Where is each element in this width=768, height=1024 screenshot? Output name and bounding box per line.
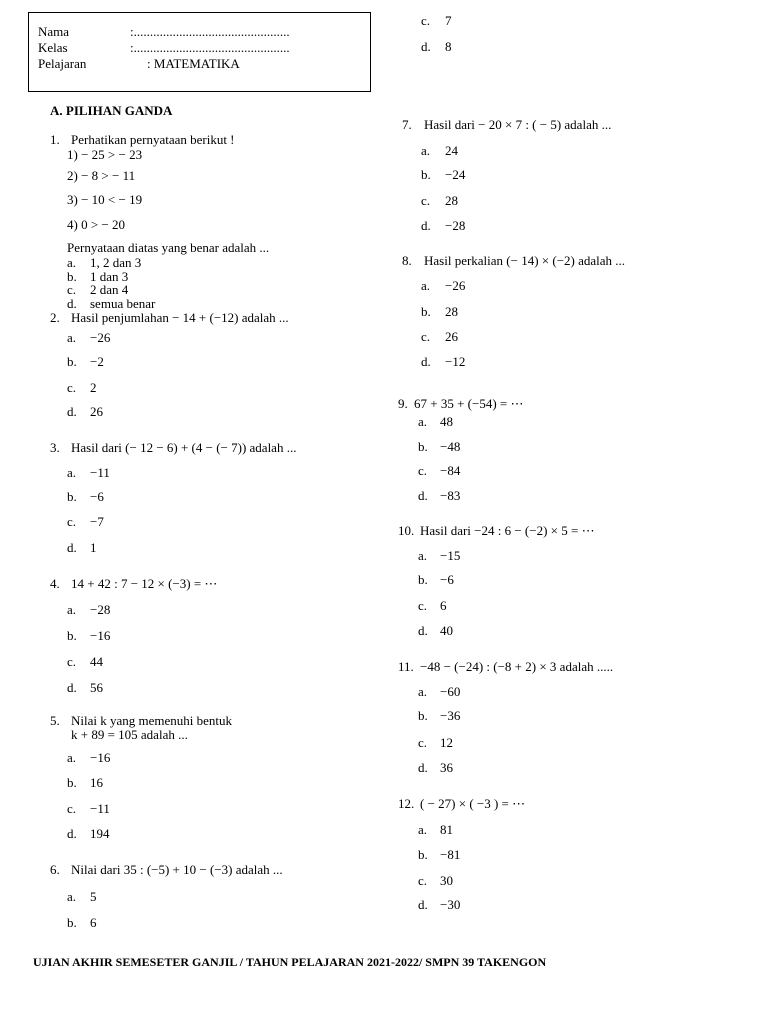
q12-option-d-text: −30	[440, 897, 461, 912]
q3-option-c-text: −7	[90, 514, 104, 529]
q9-number: 9.	[398, 396, 408, 411]
q8-option-c-letter: c.	[421, 329, 431, 344]
q6-option-a-letter: a.	[67, 889, 77, 904]
q11-option-a-letter: a.	[418, 684, 428, 699]
q6-option-d-letter: d.	[421, 39, 431, 54]
q4-option-d-text: 56	[90, 680, 103, 695]
q2-option-d-text: 26	[90, 404, 103, 419]
q3-option-b-letter: b.	[67, 489, 77, 504]
q3-option-a-letter: a.	[67, 465, 77, 480]
q8-option-a-text: −26	[445, 278, 466, 293]
q8-option-d-letter: d.	[421, 354, 431, 369]
label-pelajaran: Pelajaran	[38, 56, 87, 71]
q6-option-d-text: 8	[445, 39, 452, 54]
q1-statement-2: 2) − 8 > − 11	[67, 168, 136, 183]
q5-number: 5.	[50, 713, 60, 728]
q1-option-a-text: 1, 2 dan 3	[90, 255, 142, 270]
q6-text: Nilai dari 35 : (−5) + 10 − (−3) adalah ...	[71, 862, 283, 877]
q2-number: 2.	[50, 310, 60, 325]
q7-option-a-text: 24	[445, 143, 458, 158]
q12-option-b-letter: b.	[418, 847, 428, 862]
q11-option-a-text: −60	[440, 684, 461, 699]
q6-option-c-letter: c.	[421, 13, 431, 28]
q4-option-c-letter: c.	[67, 654, 77, 669]
q8-option-b-text: 28	[445, 304, 458, 319]
q8-option-a-letter: a.	[421, 278, 431, 293]
q2-option-c-letter: c.	[67, 380, 77, 395]
q9-option-d-text: −83	[440, 488, 461, 503]
q8-text: Hasil perkalian (− 14) × (−2) adalah ...	[424, 253, 626, 268]
q5-option-a-letter: a.	[67, 750, 77, 765]
q8-option-b-letter: b.	[421, 304, 431, 319]
q10-option-d-text: 40	[440, 623, 453, 638]
q8-option-d-text: −12	[445, 354, 466, 369]
value-pelajaran: : MATEMATIKA	[147, 56, 240, 71]
q3-option-b-text: −6	[90, 489, 104, 504]
q11-text: −48 − (−24) : (−8 + 2) × 3 adalah .....	[420, 659, 614, 674]
q12-option-a-letter: a.	[418, 822, 428, 837]
q9-text: 67 + 35 + (−54) = ⋯	[414, 396, 524, 411]
q1-option-d-letter: d.	[67, 296, 77, 311]
q11-option-c-text: 12	[440, 735, 453, 750]
q1-option-d-text: semua benar	[90, 296, 156, 311]
q7-option-b-text: −24	[445, 167, 466, 182]
q5-option-d-text: 194	[90, 826, 110, 841]
q2-text: Hasil penjumlahan − 14 + (−12) adalah ...	[71, 310, 289, 325]
q5-option-c-text: −11	[90, 801, 110, 816]
q1-prompt: Pernyataan diatas yang benar adalah ...	[67, 240, 270, 255]
q1-option-c-letter: c.	[67, 282, 77, 297]
q3-option-d-letter: d.	[67, 540, 77, 555]
q7-option-b-letter: b.	[421, 167, 431, 182]
q1-option-b-letter: b.	[67, 269, 77, 284]
q3-text: Hasil dari (− 12 − 6) + (4 − (− 7)) adalah ...	[71, 440, 297, 455]
q4-number: 4.	[50, 576, 60, 591]
q2-option-b-letter: b.	[67, 354, 77, 369]
q7-option-d-letter: d.	[421, 218, 431, 233]
q4-option-a-letter: a.	[67, 602, 77, 617]
q2-option-a-letter: a.	[67, 330, 77, 345]
q11-option-b-text: −36	[440, 708, 461, 723]
q6-number: 6.	[50, 862, 60, 877]
label-kelas: Kelas	[38, 40, 68, 55]
q10-option-c-text: 6	[440, 598, 447, 613]
q2-option-a-text: −26	[90, 330, 111, 345]
q1-text: Perhatikan pernyataan berikut !	[71, 132, 235, 147]
q7-option-a-letter: a.	[421, 143, 431, 158]
q11-option-c-letter: c.	[418, 735, 428, 750]
q3-number: 3.	[50, 440, 60, 455]
value-kelas: :................................................	[130, 40, 290, 55]
q8-option-c-text: 26	[445, 329, 458, 344]
q10-number: 10.	[398, 523, 415, 538]
q11-option-d-letter: d.	[418, 760, 428, 775]
q5-option-b-text: 16	[90, 775, 103, 790]
q12-option-c-text: 30	[440, 873, 453, 888]
q4-option-a-text: −28	[90, 602, 111, 617]
q1-statement-1: 1) − 25 > − 23	[67, 147, 143, 162]
q10-text: Hasil dari −24 : 6 − (−2) × 5 = ⋯	[420, 523, 595, 538]
q7-text: Hasil dari − 20 × 7 : ( − 5) adalah ...	[424, 117, 612, 132]
q9-option-c-text: −84	[440, 463, 461, 478]
q6-option-b-letter: b.	[67, 915, 77, 930]
q9-option-b-text: −48	[440, 439, 461, 454]
q1-statement-4: 4) 0 > − 20	[67, 217, 125, 232]
q12-option-c-letter: c.	[418, 873, 428, 888]
q11-option-b-letter: b.	[418, 708, 428, 723]
q12-option-d-letter: d.	[418, 897, 428, 912]
section-title: A. PILIHAN GANDA	[50, 103, 173, 118]
page-footer: UJIAN AKHIR SEMESETER GANJIL / TAHUN PELAJARAN 2021-2022/ SMPN 39 TAKENGON	[33, 955, 547, 969]
q7-option-c-letter: c.	[421, 193, 431, 208]
q4-option-d-letter: d.	[67, 680, 77, 695]
q7-option-c-text: 28	[445, 193, 458, 208]
q9-option-b-letter: b.	[418, 439, 428, 454]
q1-option-a-letter: a.	[67, 255, 77, 270]
q5-option-d-letter: d.	[67, 826, 77, 841]
q3-option-a-text: −11	[90, 465, 110, 480]
q1-number: 1.	[50, 132, 60, 147]
q2-option-b-text: −2	[90, 354, 104, 369]
q10-option-b-text: −6	[440, 572, 454, 587]
q10-option-a-letter: a.	[418, 548, 428, 563]
q10-option-b-letter: b.	[418, 572, 428, 587]
q7-number: 7.	[402, 117, 412, 132]
q1-option-c-text: 2 dan 4	[90, 282, 129, 297]
q4-option-b-letter: b.	[67, 628, 77, 643]
q1-option-b-text: 1 dan 3	[90, 269, 129, 284]
q5-option-a-text: −16	[90, 750, 111, 765]
q4-text: 14 + 42 : 7 − 12 × (−3) = ⋯	[71, 576, 218, 591]
q4-option-c-text: 44	[90, 654, 103, 669]
q12-number: 12.	[398, 796, 415, 811]
q12-option-b-text: −81	[440, 847, 461, 862]
q11-number: 11.	[398, 659, 414, 674]
q12-option-a-text: 81	[440, 822, 453, 837]
q9-option-a-letter: a.	[418, 414, 428, 429]
q5-option-c-letter: c.	[67, 801, 77, 816]
q6-option-b-text: 6	[90, 915, 97, 930]
q1-statement-3: 3) − 10 < − 19	[67, 192, 143, 207]
q5-text: Nilai k yang memenuhi bentuk	[71, 713, 233, 728]
q2-option-c-text: 2	[90, 380, 97, 395]
label-nama: Nama	[38, 24, 70, 39]
q5-option-b-letter: b.	[67, 775, 77, 790]
q9-option-c-letter: c.	[418, 463, 428, 478]
q10-option-c-letter: c.	[418, 598, 428, 613]
q6-option-c-text: 7	[445, 13, 452, 28]
q9-option-d-letter: d.	[418, 488, 428, 503]
q3-option-c-letter: c.	[67, 514, 77, 529]
q4-option-b-text: −16	[90, 628, 111, 643]
q7-option-d-text: −28	[445, 218, 466, 233]
q3-option-d-text: 1	[90, 540, 97, 555]
q6-option-a-text: 5	[90, 889, 97, 904]
value-nama: :................................................	[130, 24, 290, 39]
q8-number: 8.	[402, 253, 412, 268]
q9-option-a-text: 48	[440, 414, 453, 429]
q10-option-a-text: −15	[440, 548, 461, 563]
q2-option-d-letter: d.	[67, 404, 77, 419]
q11-option-d-text: 36	[440, 760, 453, 775]
q5-text-line2: k + 89 = 105 adalah ...	[71, 727, 188, 742]
q12-text: ( − 27) × ( −3 ) = ⋯	[420, 796, 526, 811]
q10-option-d-letter: d.	[418, 623, 428, 638]
